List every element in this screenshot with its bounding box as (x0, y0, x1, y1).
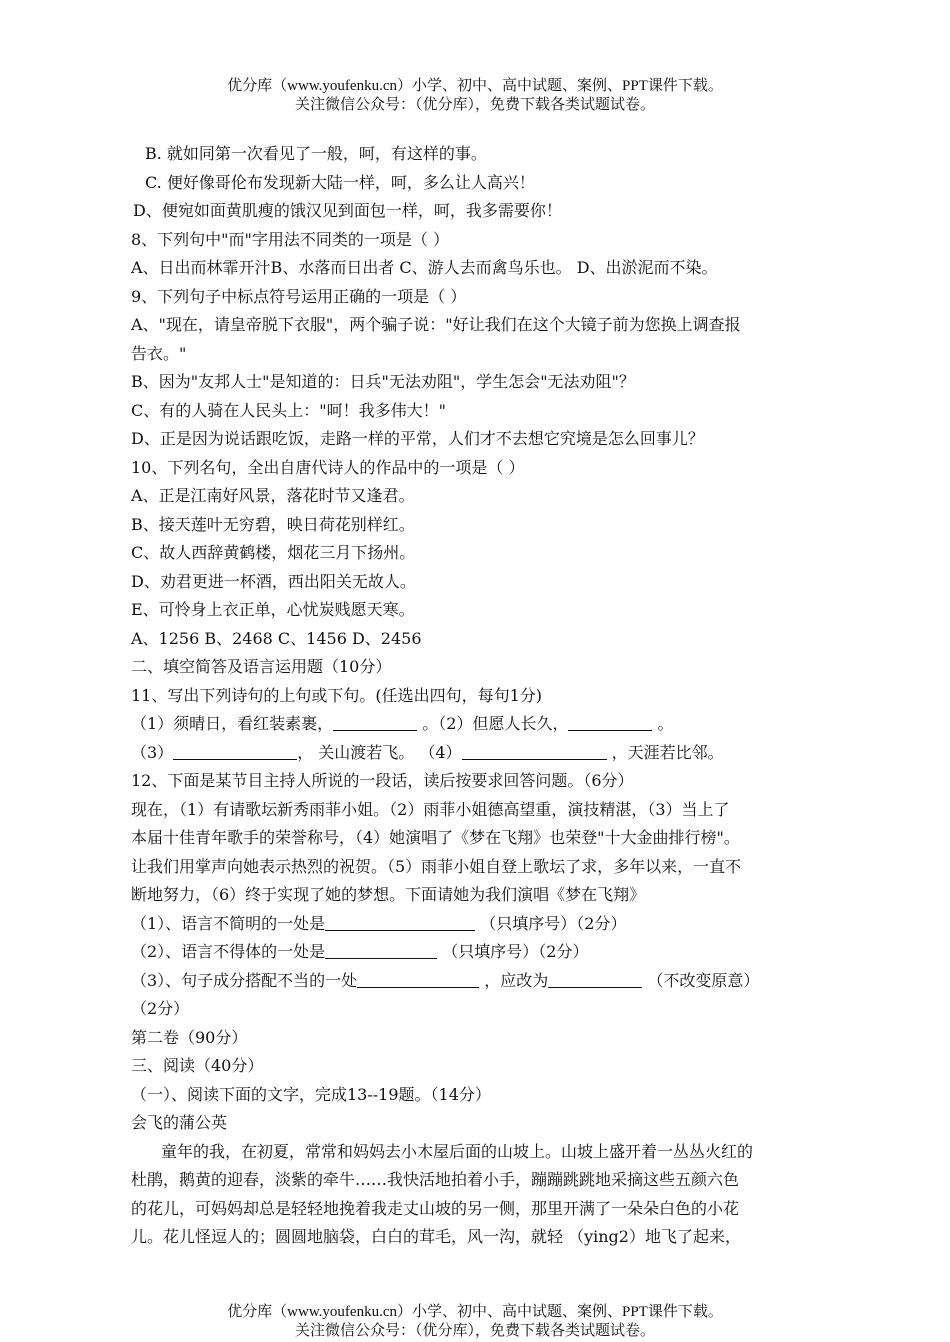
q11-item-1-text: （1）须晴日，看红装素裹， (131, 714, 334, 733)
q12-sub-2-note: （只填序号）（2分） (437, 942, 589, 961)
q12-sub-1-note: （只填序号）（2分） (475, 913, 627, 933)
question-11: 11、写出下列诗句的上句或下句。(任选出四句，每句1分) (131, 685, 543, 705)
q12-blank-2[interactable] (325, 941, 437, 959)
document-body (131, 140, 873, 1252)
question-9-option-d: D、正是因为说话跟吃饭，走路一样的平常，人们才不去想它究境是怎么回事儿？ (131, 429, 704, 448)
question-9-option-c: C、有的人骑在人民头上："呵！我多伟大！" (131, 400, 446, 420)
q12-blank-4[interactable] (548, 970, 642, 988)
footer-line-1: 优分库（www.youfenku.cn）小学、初中、高中试题、案例、PPT课件下载。 (227, 1304, 723, 1320)
question-8-options: A、日出而林霏开汁B、水落而日出者 C、游人去而禽鸟乐也。 D、出淤泥而不染。 (131, 258, 718, 277)
question-12-passage-2: 本届十佳青年歌手的荣誉称号，（4）她演唱了《梦在飞翔》也荣登"十大金曲排行榜"。 (131, 828, 740, 847)
q11-blank-3[interactable] (173, 742, 297, 760)
passage-line-4: 儿。花儿怪逗人的；圆圆地脑袋，白白的茸毛，风一沟，就轻 （ying2）地飞了起来， (131, 1227, 741, 1246)
passage-title: 会飞的蒲公英 (131, 1113, 228, 1132)
q12-sub-1-text: （1）、语言不简明的一处是 (131, 913, 326, 933)
footer-line-2: 关注微信公众号：（优分库），免费下载各类试题试卷。 (294, 1323, 655, 1339)
page-footer (0, 1303, 950, 1341)
q11-blank-4[interactable] (462, 742, 607, 760)
q12-sub-3-mid: ，应改为 (479, 970, 549, 990)
question-12-passage-4: 断地努力，（6）终于实现了她的梦想。下面请她为我们演唱《梦在飞翔》 (131, 885, 646, 904)
question-12-sub-2 (131, 938, 873, 967)
question-10: 10、下列名句，全出自唐代诗人的作品中的一项是（ ） (131, 457, 525, 477)
question-11-row-2 (131, 739, 873, 768)
question-10-item-d: D、劝君更进一杯酒，西出阳关无故人。 (131, 571, 416, 591)
question-10-item-c: C、故人西辞黄鹤楼，烟花三月下扬州。 (131, 543, 416, 562)
reading-1-instruction: （一）、阅读下面的文字，完成13--19题。（14分） (131, 1084, 491, 1104)
question-12: 12、下面是某节目主持人所说的一段话，读后按要求回答问题。（6分） (131, 771, 634, 790)
question-9-option-a-cont: 告衣。" (131, 343, 187, 363)
q11-item-3-label: （3） (131, 742, 174, 762)
passage-line-1: 童年的我，在初夏，常常和妈妈去小木屋后面的山坡上。山坡上盛开着一丛丛火红的 (161, 1141, 754, 1161)
section-3-heading: 三、阅读（40分） (131, 1056, 264, 1075)
question-9-option-a: A、"现在，请皇帝脱下衣服"，两个骗子说："好让我们在这个大镜子前为您换上调查报 (131, 315, 741, 334)
question-9-option-b: B、因为"友邦人士"是知道的：日兵"无法劝阻"，学生怎会"无法劝阻"？ (131, 372, 635, 391)
question-12-sub-3 (131, 967, 873, 996)
option-d-line: D、便宛如面黄肌瘦的饿汉见到面包一样，呵，我多需要你！ (133, 201, 562, 220)
question-10-item-e: E、可怜身上衣正单，心忧炭贱愿天寒。 (131, 600, 415, 619)
question-10-item-b: B、接天莲叶无穷碧，映日荷花别样红。 (131, 514, 415, 534)
question-11-row-1 (131, 710, 873, 739)
section-2-heading: 二、填空简答及语言运用题（10分） (131, 657, 392, 676)
q12-sub-3-note: （不改变原意） (642, 970, 760, 990)
question-8: 8、下列句中"而"字用法不同类的一项是（ ） (131, 229, 449, 249)
q11-item-4-text: ，天涯若比邻。 (606, 742, 724, 762)
q12-blank-3[interactable] (357, 970, 479, 988)
question-12-sub-1 (131, 910, 873, 939)
q11-item-2-text: 。（2）但愿人长久， (417, 714, 569, 733)
option-b-line: B. 就如同第一次看见了一般，呵，有这样的事。 (145, 144, 487, 163)
q11-blank-1[interactable] (333, 713, 417, 731)
q11-row-1-end: 。 (652, 714, 674, 733)
q11-blank-2[interactable] (568, 713, 652, 731)
header-line-1: 优分库（www.youfenku.cn）小学、初中、高中试题、案例、PPT课件下载。 (227, 78, 723, 94)
q12-sub-2-text: （2）、语言不得体的一处是 (131, 942, 326, 961)
question-10-choices: A、1256 B、2468 C、1456 D、2456 (131, 628, 422, 648)
question-12-passage-3: 让我们用掌声向她表示热烈的祝贺。（5）雨菲小姐自登上歌坛了求，多年以来，一直不 (131, 856, 742, 876)
page-header (0, 77, 950, 115)
q11-item-3-4-text: ， 关山渡若飞。 （4） (297, 742, 462, 762)
q12-sub-3-text: （3）、句子成分搭配不当的一处 (131, 970, 358, 990)
passage-line-2: 杜鹃，鹅黄的迎春，淡紫的牵牛……我快活地拍着小手，蹦蹦跳跳地采摘这些五颜六色 (131, 1170, 740, 1189)
passage-line-3: 的花儿，可妈妈却总是轻轻地挽着我走丈山坡的另一侧，那里开满了一朵朵白色的小花 (131, 1198, 740, 1218)
q12-blank-1[interactable] (325, 913, 475, 931)
question-9: 9、下列句子中标点符号运用正确的一项是（ ） (131, 286, 467, 306)
header-line-2: 关注微信公众号：（优分库），免费下载各类试题试卷。 (294, 97, 655, 113)
question-12-sub-3-score: （2分） (131, 999, 190, 1018)
option-c-line: C. 便好像哥伦布发现新大陆一样，呵，多么让人高兴！ (145, 172, 535, 192)
question-10-item-a: A、正是江南好风景，落花时节又逢君。 (131, 486, 415, 505)
question-12-passage-1: 现在，（1）有请歌坛新秀雨菲小姐。（2）雨菲小姐德高望重，演技精湛，（3）当上了 (131, 799, 730, 819)
volume-2-heading: 第二卷（90分） (131, 1027, 248, 1047)
